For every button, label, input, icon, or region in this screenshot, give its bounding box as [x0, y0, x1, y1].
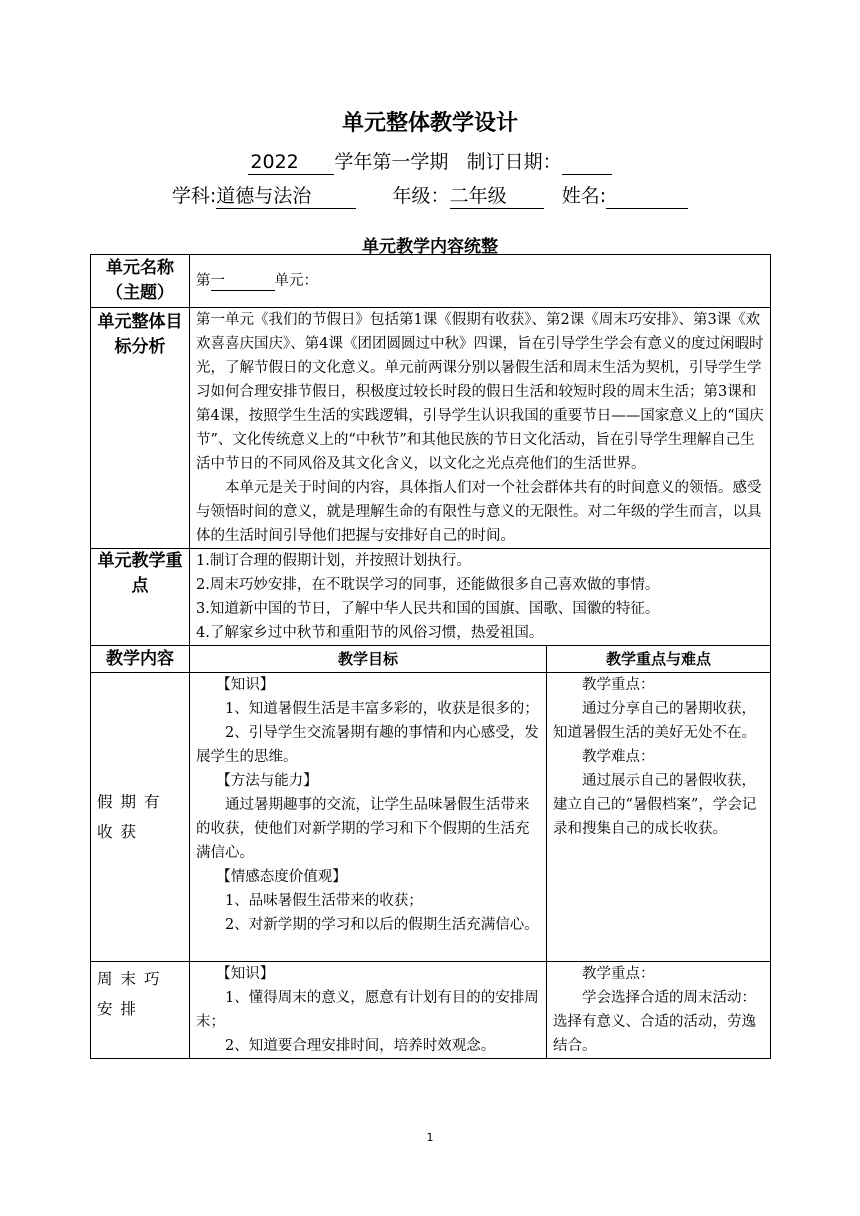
- focus-line: 教学重点：: [582, 966, 655, 982]
- semester-text: 学年第一学期: [334, 151, 449, 173]
- goal-line: 1、品味暑假生活带来的收获；: [225, 893, 423, 909]
- info-line: [0, 181, 860, 209]
- unit-name-suffix: 单元：: [274, 273, 318, 289]
- focus-line: 学会选择合适的周末活动：选择有意义、合适的活动，劳逸结合。: [553, 990, 756, 1054]
- name-field: [606, 186, 688, 209]
- date-label: 制订日期：: [466, 151, 562, 173]
- unit-name-label: 单元名称（主题）: [91, 255, 190, 308]
- document-title: 单元整体教学设计: [341, 111, 518, 136]
- lesson-name: 假期有收获: [91, 673, 190, 962]
- goal-line: 1、懂得周末的意义，愿意有计划有目的的安排周末；: [196, 990, 539, 1030]
- key-point-item: 2.周末巧妙安排，在不耽误学习的同事，还能做很多自己喜欢做的事情。: [196, 577, 660, 593]
- unit-number: 一: [211, 273, 275, 291]
- subject-label: 学科:: [171, 185, 217, 207]
- name-label: 姓名:: [561, 185, 607, 207]
- goal-line: 2、知道要合理安排时间，培养时效观念。: [225, 1038, 496, 1054]
- lesson-focus-cell: [547, 673, 771, 962]
- goal-line: 【知识】: [216, 966, 275, 982]
- goal-analysis-label: 单元整体目标分析: [91, 308, 190, 549]
- key-points-label: 单元教学重点: [91, 549, 190, 646]
- col-header-goals: 教学目标: [190, 646, 547, 673]
- unit-name-cell: [190, 255, 771, 308]
- unit-name-prefix: 第: [196, 273, 211, 289]
- goal-line: 2、对新学期的学习和以后的假期生活充满信心。: [225, 917, 539, 933]
- focus-line: 教学重点：: [582, 677, 655, 693]
- goal-paragraph: 第一单元《我们的节假日》包括第1课《假期有收获》、第2课《周末巧安排》、第3课《欢欢喜喜庆国庆》、第4课《团团圆圆过中秋》四课，旨在引导学生学会有意义的度过闲暇时光，了解节假日的文化意义。单元前两课分别以暑假生活和周末生活为契机，引导学生学习如何合理安排节假日，积极度过较长时段的假日生活和较短时段的周末生活；第3课和第4课，按照学生生活的实践逻辑，引导学生认识我国的重要节日——国家意义上的“国庆节”、文化传统意义上的“中秋节”和其他民族的节日文化活动，旨在引导学生理解自己生活中节日的不同风俗及其文化含义，以文化之光点亮他们的生活世界。: [196, 312, 764, 472]
- goal-line: 2、引导学生交流暑期有趣的事情和内心感受，发展学生的思维。: [196, 725, 539, 765]
- year-field: 2022: [248, 152, 334, 175]
- goal-paragraph: 本单元是关于时间的内容，具体指人们对一个社会群体共有的时间意义的领悟。感受与领悟时间的意义，就是理解生命的有限性与意义的无限性。对二年级的学生而言，以具体的生活时间引导他们把握与安排好自己的时间。: [196, 480, 762, 544]
- goal-line: 【知识】: [216, 677, 275, 693]
- focus-line: 通过分享自己的暑期收获，知道暑假生活的美好无处不在。: [553, 701, 756, 741]
- lesson-name: 周末巧安排: [91, 962, 190, 1059]
- key-points-row: [91, 549, 771, 646]
- goal-analysis-cell: [190, 308, 771, 549]
- lesson-focus-cell: [547, 962, 771, 1059]
- page-number: 1: [426, 1131, 434, 1144]
- goal-line: 1、知道暑假生活是丰富多彩的，收获是很多的；: [225, 701, 539, 717]
- key-point-item: 4.了解家乡过中秋节和重阳节的风俗习惯，热爱祖国。: [196, 625, 544, 641]
- col-header-focus: 教学重点与难点: [547, 646, 771, 673]
- semester-line: [0, 147, 860, 175]
- goal-line: 【方法与能力】: [216, 773, 318, 789]
- date-field: [562, 152, 612, 175]
- key-point-item: 1.制订合理的假期计划，并按照计划执行。: [196, 553, 471, 569]
- section-title: 单元教学内容统整: [362, 237, 498, 257]
- column-header-row: [91, 646, 771, 673]
- goal-line: 通过暑期趣事的交流，让学生品味暑假生活带来的收获，使他们对新学期的学习和下个假期的生活充满信心。: [196, 797, 530, 861]
- grade-field: 二年级: [450, 186, 544, 209]
- col-header-content: 教学内容: [91, 646, 190, 673]
- unit-name-row: [91, 255, 771, 308]
- key-points-cell: [190, 549, 771, 646]
- lesson-row: [91, 673, 771, 962]
- subject-field: 道德与法治: [216, 186, 356, 209]
- focus-line: 教学难点：: [582, 749, 655, 765]
- teaching-design-table: [90, 254, 771, 1059]
- goal-analysis-row: [91, 308, 771, 549]
- focus-line: 通过展示自己的暑假收获，建立自己的“暑假档案”，学会记录和搜集自己的成长收获。: [553, 773, 757, 837]
- grade-label: 年级：: [392, 185, 450, 207]
- lesson-row: [91, 962, 771, 1059]
- goal-line: 【情感态度价值观】: [216, 869, 347, 885]
- key-point-item: 3.知道新中国的节日，了解中华人民共和国的国旗、国歌、国徽的特征。: [196, 601, 660, 617]
- lesson-goals-cell: [190, 962, 547, 1059]
- lesson-goals-cell: [190, 673, 547, 962]
